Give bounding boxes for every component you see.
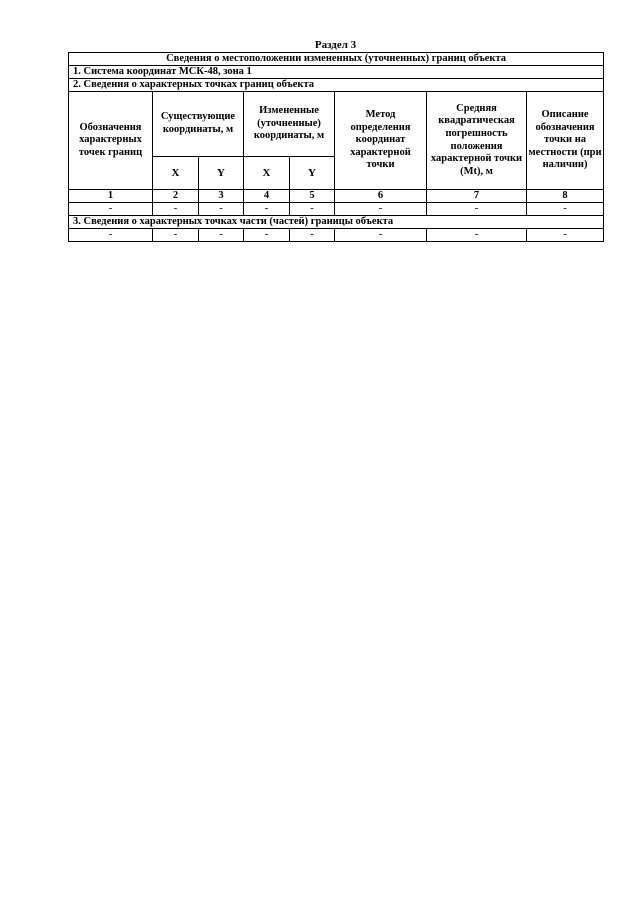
column-number: 1 [69,190,153,203]
column-number: 3 [199,190,244,203]
section-title: Раздел 3 [314,39,357,51]
table-cell: - [153,229,199,242]
table-row [69,203,604,216]
table-cell: - [69,229,153,242]
table-row [69,229,604,242]
part-points-heading: 3. Сведения о характерных точках части (частей) границы объекта [69,216,604,229]
table-cell: - [153,203,199,216]
column-number: 5 [290,190,335,203]
changed-x-header: X [244,157,290,190]
table-cell: - [527,203,604,216]
points-heading: 2. Сведения о характерных точках границ объекта [69,79,604,92]
table-cell: - [290,229,335,242]
changed-y-header: Y [290,157,335,190]
column-number: 2 [153,190,199,203]
table-cell: - [335,229,427,242]
table-cell: - [527,229,604,242]
column-number: 6 [335,190,427,203]
table-cell: - [290,203,335,216]
method-header: Метод определения координат характерной точки [335,92,427,190]
existing-y-header: Y [199,157,244,190]
designation-header: Обозначения характерных точек границ [69,92,153,190]
table-cell: - [199,229,244,242]
table-cell: - [244,203,290,216]
main-heading: Сведения о местоположении измененных (уточненных) границ объекта [69,53,604,66]
existing-x-header: X [153,157,199,190]
boundary-points-table [68,52,604,242]
table-cell: - [427,203,527,216]
column-number: 7 [427,190,527,203]
table-cell: - [199,203,244,216]
mean-error-header: Средняя квадратическая погрешность положения характерной точки (Mt), м [427,92,527,190]
column-number: 4 [244,190,290,203]
table-cell: - [244,229,290,242]
column-number: 8 [527,190,604,203]
existing-coords-header: Существующие координаты, м [153,92,244,157]
table-cell: - [335,203,427,216]
description-header: Описание обозначения точки на местности (при наличии) [527,92,604,190]
changed-coords-header: Измененные (уточненные) координаты, м [244,92,335,157]
document-page [68,38,603,242]
coord-system-heading: 1. Система координат МСК-48, зона 1 [69,66,604,79]
table-cell: - [69,203,153,216]
table-cell: - [427,229,527,242]
